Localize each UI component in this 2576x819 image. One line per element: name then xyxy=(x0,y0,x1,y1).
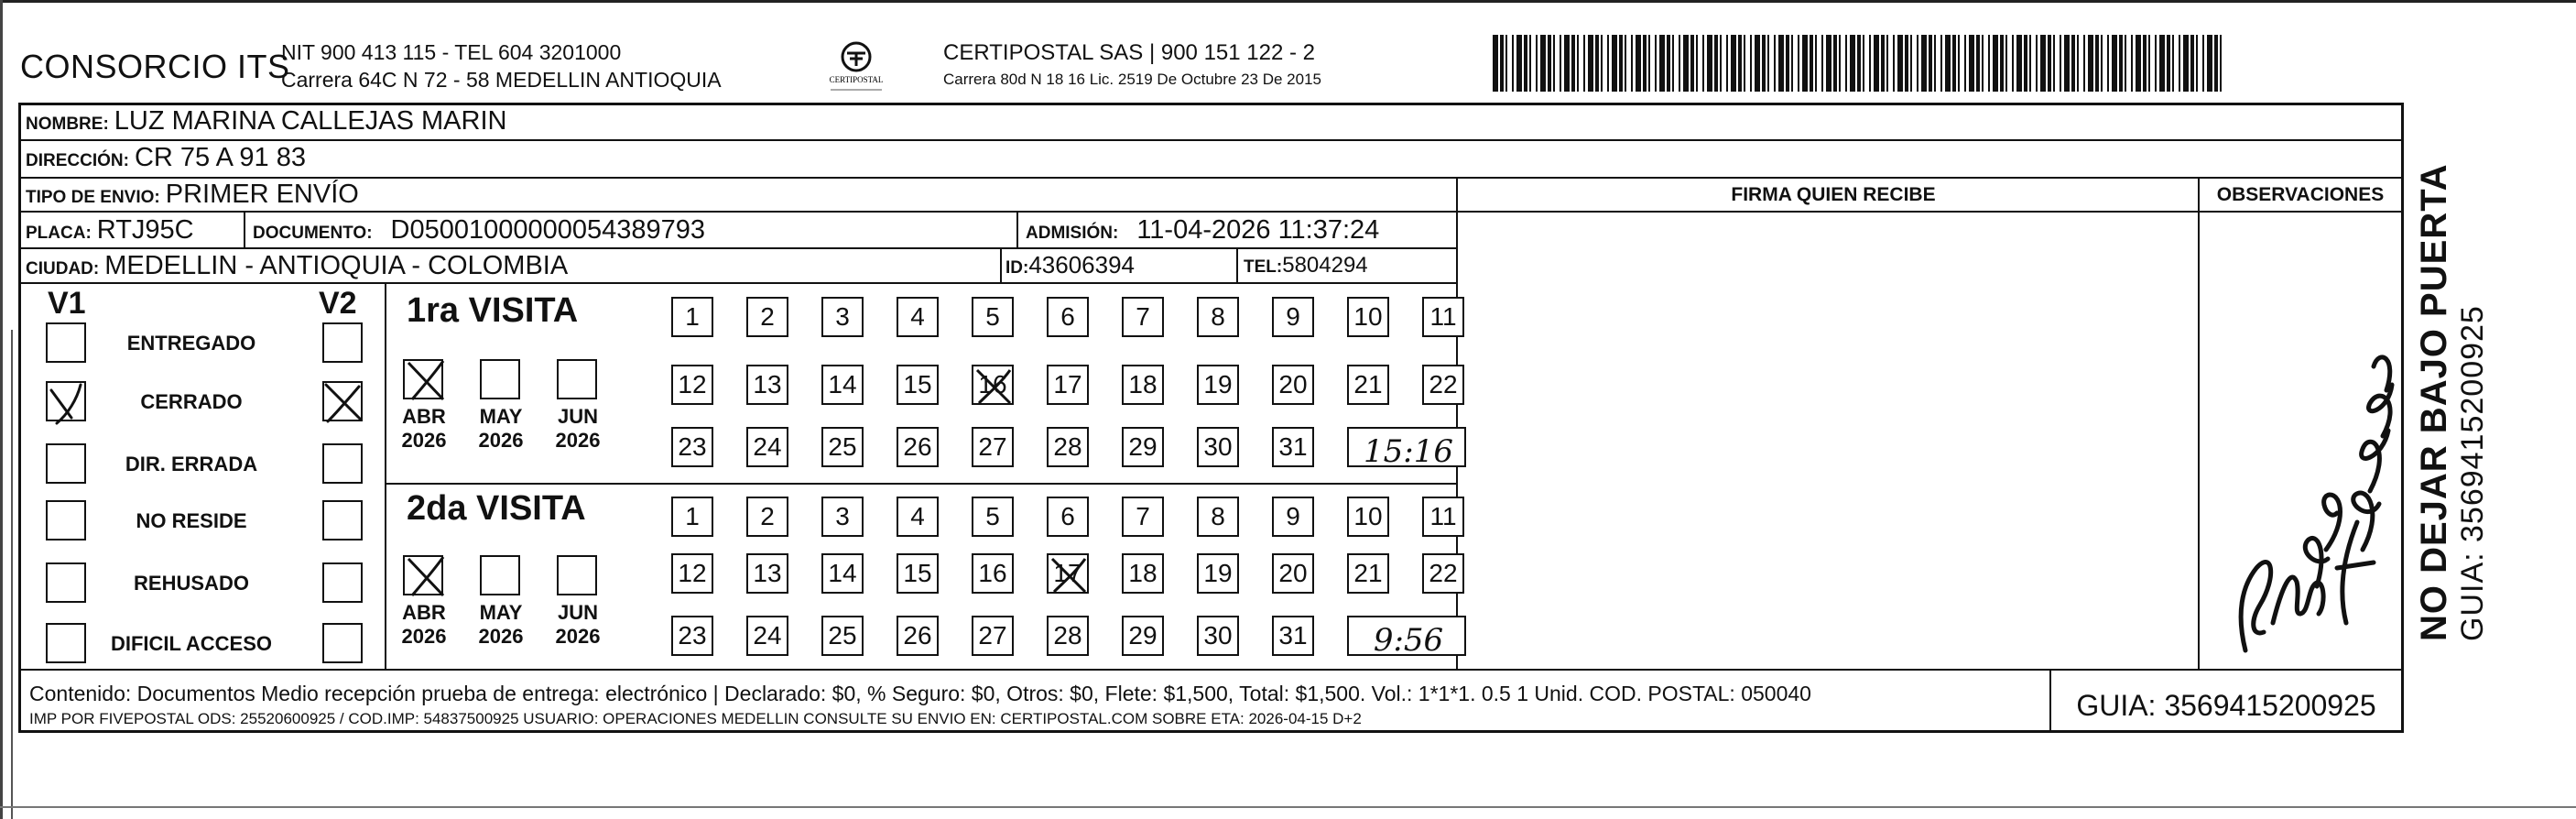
month-year: 2026 xyxy=(401,429,447,452)
rule-status-visits xyxy=(385,282,386,669)
month-name: JUN xyxy=(557,601,598,624)
day-number: 16 xyxy=(978,370,1007,399)
day-box[interactable] xyxy=(897,616,939,656)
day-number: 9 xyxy=(1286,302,1300,331)
tel-value: 5804294 xyxy=(1282,253,1368,278)
day-box[interactable] xyxy=(746,365,788,405)
day-box[interactable] xyxy=(897,297,939,337)
scan-edge-bottom xyxy=(0,806,2576,808)
day-number: 21 xyxy=(1353,370,1383,399)
tel-row xyxy=(1244,253,1368,278)
day-number: 17 xyxy=(1053,559,1082,587)
side-guia: GUIA: 3569415200925 xyxy=(2455,305,2490,641)
day-number: 25 xyxy=(828,621,857,650)
day-number: 14 xyxy=(828,370,857,399)
day-box[interactable] xyxy=(1047,427,1089,467)
v2-checkbox[interactable] xyxy=(322,443,363,484)
rule-obs-left xyxy=(2198,177,2200,669)
placa-row xyxy=(26,215,194,246)
day-box[interactable] xyxy=(821,616,864,656)
day-number: 4 xyxy=(910,502,925,530)
day-box[interactable] xyxy=(972,427,1014,467)
month-year: 2026 xyxy=(555,625,601,648)
day-number: 12 xyxy=(678,370,707,399)
documento-label: DOCUMENTO: xyxy=(253,224,373,243)
certipostal-info: CERTIPOSTAL SAS | 900 151 122 - 2 xyxy=(943,40,1315,65)
day-number: 31 xyxy=(1278,621,1308,650)
v2-checkbox[interactable] xyxy=(322,322,363,363)
tipo-envio-value: PRIMER ENVÍO xyxy=(165,180,359,209)
day-number: 14 xyxy=(828,559,857,587)
id-label: ID: xyxy=(1005,258,1029,278)
ciudad-label: CIUDAD: xyxy=(26,259,100,278)
month-label xyxy=(546,405,610,453)
day-number: 17 xyxy=(1053,370,1082,399)
admision-row xyxy=(1026,215,1379,246)
day-number: 19 xyxy=(1203,370,1233,399)
day-box[interactable] xyxy=(1047,497,1089,537)
day-number: 28 xyxy=(1053,432,1082,461)
rule-footer xyxy=(18,669,2404,671)
day-box[interactable] xyxy=(1272,497,1314,537)
v1-header: V1 xyxy=(48,286,86,321)
day-number: 6 xyxy=(1060,302,1075,331)
visit2-title: 2da VISITA xyxy=(407,489,586,528)
day-number: 23 xyxy=(678,621,707,650)
rule-ciudad xyxy=(18,282,1458,284)
month-checkbox[interactable] xyxy=(557,555,597,595)
day-number: 15 xyxy=(903,559,932,587)
day-box[interactable] xyxy=(1272,616,1314,656)
day-number: 23 xyxy=(678,432,707,461)
day-box[interactable] xyxy=(1272,297,1314,337)
status-label: DIFICIL ACCESO xyxy=(110,632,272,655)
day-box[interactable] xyxy=(671,616,713,656)
day-box[interactable] xyxy=(1197,427,1239,467)
certipostal-license: Carrera 80d N 18 16 Lic. 2519 De Octubre 23 De 2015 xyxy=(943,71,1321,88)
month-name: JUN xyxy=(557,405,598,428)
placa-label: PLACA: xyxy=(26,224,92,243)
day-number: 18 xyxy=(1128,370,1158,399)
handwritten-time xyxy=(1349,429,1468,469)
ciudad-row xyxy=(26,251,568,281)
tipo-envio-row xyxy=(26,180,359,210)
day-box[interactable] xyxy=(746,297,788,337)
company-name: CONSORCIO ITS xyxy=(20,48,290,85)
month-name: ABR xyxy=(402,405,446,428)
day-box[interactable] xyxy=(897,553,939,594)
day-box[interactable] xyxy=(671,427,713,467)
day-number: 2 xyxy=(760,302,775,331)
day-box[interactable] xyxy=(1272,553,1314,594)
month-label xyxy=(392,601,456,649)
day-number: 5 xyxy=(985,302,1000,331)
day-number: 22 xyxy=(1429,370,1458,399)
day-box[interactable] xyxy=(746,616,788,656)
day-box[interactable] xyxy=(972,616,1014,656)
hand-cross-mark xyxy=(1049,555,1091,595)
contenido-line: Contenido: Documentos Medio recepción prueba de entrega: electrónico | Declarado: $0, % Seguro: $0, Otros: $0, Flete: $1,500, Total: $1,500. Vol.: 1*1*1. 0.5 1 Unid. COD. POSTAL: 050040 xyxy=(29,682,1811,705)
v2-checkbox[interactable] xyxy=(322,623,363,663)
day-number: 20 xyxy=(1278,370,1308,399)
rule-doc-admision xyxy=(1016,211,1018,247)
day-number: 18 xyxy=(1128,559,1158,587)
day-number: 19 xyxy=(1203,559,1233,587)
day-number: 16 xyxy=(978,559,1007,587)
rule-id-tel xyxy=(1236,247,1238,282)
day-box[interactable] xyxy=(1422,365,1464,405)
day-box[interactable] xyxy=(671,497,713,537)
day-box[interactable] xyxy=(1122,365,1164,405)
guia-number: GUIA: 3569415200925 xyxy=(2076,689,2376,722)
visit-time-box[interactable] xyxy=(1347,427,1466,470)
day-box[interactable] xyxy=(1197,497,1239,537)
day-number: 24 xyxy=(753,621,782,650)
day-box[interactable] xyxy=(821,497,864,537)
placa-value: RTJ95C xyxy=(96,215,194,245)
day-number: 28 xyxy=(1053,621,1082,650)
month-checkbox[interactable] xyxy=(480,359,520,399)
day-number: 8 xyxy=(1211,302,1225,331)
day-number: 10 xyxy=(1353,502,1383,530)
day-number: 22 xyxy=(1429,559,1458,587)
recipient-signature xyxy=(2209,220,2406,678)
v2-checkbox[interactable] xyxy=(322,381,363,421)
day-number: 30 xyxy=(1203,621,1233,650)
day-box[interactable] xyxy=(897,497,939,537)
day-box[interactable] xyxy=(1122,427,1164,467)
day-box[interactable] xyxy=(1047,553,1089,594)
day-number: 13 xyxy=(753,559,782,587)
day-box[interactable] xyxy=(671,553,713,594)
month-year: 2026 xyxy=(401,625,447,648)
handwritten-time xyxy=(1349,617,1468,658)
day-number: 7 xyxy=(1136,502,1150,530)
day-box[interactable] xyxy=(1122,297,1164,337)
day-number: 29 xyxy=(1128,621,1158,650)
day-number: 26 xyxy=(903,621,932,650)
hand-cross-mark xyxy=(973,366,1016,407)
rule-placa-doc xyxy=(244,211,245,247)
day-box[interactable] xyxy=(1347,553,1389,594)
day-number: 4 xyxy=(910,302,925,331)
hand-check-mark xyxy=(403,553,449,601)
admision-label: ADMISIÓN: xyxy=(1026,224,1119,243)
day-box[interactable] xyxy=(746,497,788,537)
day-box[interactable] xyxy=(1197,365,1239,405)
day-box[interactable] xyxy=(1047,365,1089,405)
month-label xyxy=(469,601,533,649)
visit-time: 9:56 xyxy=(1373,622,1444,659)
month-checkbox[interactable] xyxy=(480,555,520,595)
company-address: Carrera 64C N 72 - 58 MEDELLIN ANTIOQUIA xyxy=(281,68,722,92)
day-number: 21 xyxy=(1353,559,1383,587)
day-box[interactable] xyxy=(821,427,864,467)
day-box[interactable] xyxy=(1347,297,1389,337)
day-box[interactable] xyxy=(1122,497,1164,537)
day-box[interactable] xyxy=(746,427,788,467)
month-label xyxy=(469,405,533,453)
month-checkbox[interactable] xyxy=(403,359,443,399)
certipostal-logo-icon xyxy=(820,38,893,99)
day-number: 30 xyxy=(1203,432,1233,461)
day-box[interactable] xyxy=(671,365,713,405)
day-number: 10 xyxy=(1353,302,1383,331)
rule-direccion xyxy=(18,177,2404,179)
day-box[interactable] xyxy=(821,553,864,594)
tipo-envio-label: TIPO DE ENVIO: xyxy=(26,188,160,207)
v2-checkbox[interactable] xyxy=(322,500,363,541)
day-number: 3 xyxy=(835,302,850,331)
barcode xyxy=(1493,35,2225,92)
day-box[interactable] xyxy=(671,297,713,337)
day-box[interactable] xyxy=(972,553,1014,594)
rule-visits xyxy=(386,483,1458,485)
logo-text: CERTIPOSTAL xyxy=(829,75,884,84)
month-label xyxy=(392,405,456,453)
day-number: 6 xyxy=(1060,502,1075,530)
month-checkbox[interactable] xyxy=(403,555,443,595)
month-year: 2026 xyxy=(555,429,601,452)
month-checkbox[interactable] xyxy=(557,359,597,399)
id-row xyxy=(1005,251,1135,279)
day-box[interactable] xyxy=(1422,553,1464,594)
day-box[interactable] xyxy=(1422,297,1464,337)
v2-checkbox[interactable] xyxy=(322,562,363,603)
day-box[interactable] xyxy=(821,365,864,405)
day-box[interactable] xyxy=(1122,616,1164,656)
day-box[interactable] xyxy=(746,553,788,594)
status-label: REHUSADO xyxy=(134,572,249,595)
day-box[interactable] xyxy=(1047,616,1089,656)
firma-title: FIRMA QUIEN RECIBE xyxy=(1731,184,1936,205)
scan-edge-top xyxy=(0,0,2576,3)
day-number: 12 xyxy=(678,559,707,587)
day-box[interactable] xyxy=(897,427,939,467)
rule-placa xyxy=(18,247,1458,249)
day-box[interactable] xyxy=(1197,553,1239,594)
day-number: 29 xyxy=(1128,432,1158,461)
rule-ciudad-id xyxy=(1000,247,1002,282)
day-number: 9 xyxy=(1286,502,1300,530)
day-number: 1 xyxy=(685,502,700,530)
observaciones-title: OBSERVACIONES xyxy=(2216,184,2385,205)
day-number: 24 xyxy=(753,432,782,461)
day-box[interactable] xyxy=(972,497,1014,537)
day-box[interactable] xyxy=(1272,427,1314,467)
month-year: 2026 xyxy=(478,429,524,452)
day-number: 11 xyxy=(1429,502,1457,530)
month-name: MAY xyxy=(479,601,523,624)
day-number: 5 xyxy=(985,502,1000,530)
month-name: MAY xyxy=(479,405,523,428)
nombre-label: NOMBRE: xyxy=(26,115,109,134)
day-box[interactable] xyxy=(1197,616,1239,656)
nombre-row xyxy=(26,106,506,136)
day-box[interactable] xyxy=(1122,553,1164,594)
day-number: 3 xyxy=(835,502,850,530)
direccion-row xyxy=(26,143,306,173)
admision-value: 11-04-2026 11:37:24 xyxy=(1136,215,1380,245)
day-number: 1 xyxy=(685,302,700,331)
day-box[interactable] xyxy=(1347,365,1389,405)
status-label: CERRADO xyxy=(140,390,243,413)
documento-value: D05001000000054389793 xyxy=(390,215,706,245)
direccion-value: CR 75 A 91 83 xyxy=(134,143,306,172)
rule-tipo xyxy=(18,211,2404,213)
tel-label: TEL: xyxy=(1244,257,1283,277)
day-box[interactable] xyxy=(1422,497,1464,537)
day-number: 11 xyxy=(1429,302,1457,331)
day-box[interactable] xyxy=(1047,297,1089,337)
day-box[interactable] xyxy=(897,365,939,405)
status-label: DIR. ERRADA xyxy=(125,453,258,475)
rule-firma-left xyxy=(1456,177,1458,669)
day-number: 13 xyxy=(753,370,782,399)
ciudad-value: MEDELLIN - ANTIOQUIA - COLOMBIA xyxy=(104,251,569,280)
day-number: 27 xyxy=(978,621,1007,650)
day-box[interactable] xyxy=(972,365,1014,405)
day-number: 2 xyxy=(760,502,775,530)
day-number: 27 xyxy=(978,432,1007,461)
nombre-value: LUZ MARINA CALLEJAS MARIN xyxy=(114,106,507,136)
hand-check-mark xyxy=(321,377,368,429)
day-number: 8 xyxy=(1211,502,1225,530)
day-box[interactable] xyxy=(821,297,864,337)
side-warning xyxy=(2414,163,2491,641)
day-box[interactable] xyxy=(972,297,1014,337)
company-nit: NIT 900 413 115 - TEL 604 3201000 xyxy=(281,40,622,64)
day-number: 26 xyxy=(903,432,932,461)
day-number: 20 xyxy=(1278,559,1308,587)
hand-check-mark xyxy=(403,357,449,405)
v2-header: V2 xyxy=(319,286,357,321)
visit-time: 15:16 xyxy=(1364,433,1453,470)
id-value: 43606394 xyxy=(1028,251,1136,278)
day-box[interactable] xyxy=(1272,365,1314,405)
direccion-label: DIRECCIÓN: xyxy=(26,151,129,170)
day-box[interactable] xyxy=(1347,497,1389,537)
day-number: 7 xyxy=(1136,302,1150,331)
day-number: 25 xyxy=(828,432,857,461)
visit1-title: 1ra VISITA xyxy=(407,291,579,330)
day-number: 15 xyxy=(903,370,932,399)
month-label xyxy=(546,601,610,649)
imp-line: IMP POR FIVEPOSTAL ODS: 25520600925 / COD.IMP: 54837500925 USUARIO: OPERACIONES MEDELLIN CONSULTE SU ENVIO EN: CERTIPOSTAL.COM SOBRE ETA: 2026-04-15 D+2 xyxy=(29,710,1362,727)
status-label: NO RESIDE xyxy=(136,509,247,532)
month-year: 2026 xyxy=(478,625,524,648)
rule-nombre xyxy=(18,139,2404,141)
day-number: 31 xyxy=(1278,432,1308,461)
visit-time-box[interactable] xyxy=(1347,616,1466,659)
documento-row xyxy=(253,215,705,246)
status-label: ENTREGADO xyxy=(126,332,256,355)
day-box[interactable] xyxy=(1197,297,1239,337)
no-dejar-bajo-puerta: NO DEJAR BAJO PUERTA xyxy=(2414,163,2454,641)
month-name: ABR xyxy=(402,601,446,624)
